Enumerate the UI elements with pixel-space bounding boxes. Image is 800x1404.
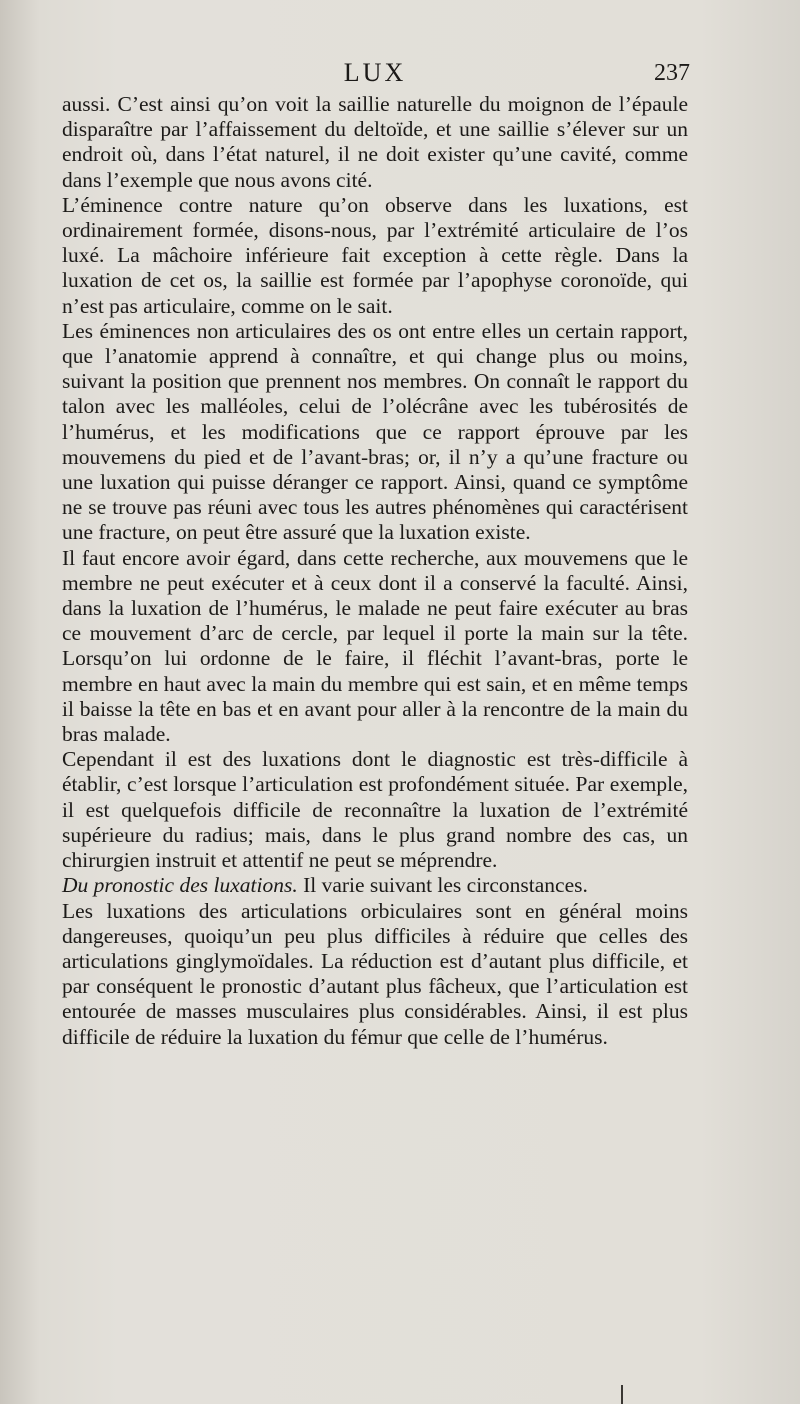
prognosis-paragraph (62, 873, 688, 898)
section-heading: Du pronostic des luxations. (62, 873, 298, 898)
paragraph: Cependant il est des luxations dont le diagnostic est très-difficile à établir, c’est lorsque l’articulation est profondément située. Par exemple, il est quelquefois difficile de reconnaître la luxation de l’extrémité supérieure du radius; mais, dans le plus grand nombre des cas, un chirurgien instruit et attentif ne peut se méprendre. (62, 747, 688, 873)
page-header (60, 58, 690, 94)
body-text (62, 92, 688, 1050)
prognosis-text: Il varie suivant les circonstances. (297, 873, 588, 898)
paragraph: L’éminence contre nature qu’on observe dans les luxations, est ordinairement formée, disons-nous, par l’extrémité articulaire de l’os luxé. La mâchoire inférieure fait exception à cette règle. Dans la luxation de cet os, la saillie est formée par l’apophyse coronoïde, qui n’est pas articulaire, comme on le sait. (62, 192, 688, 318)
paragraph: Il faut encore avoir égard, dans cette recherche, aux mouvemens que le membre ne peut exécuter et à ceux dont il a conservé la faculté. Ainsi, dans la luxation de l’humérus, le malade ne peut faire exécuter au bras ce mouvement d’arc de cercle, par lequel il porte la main sur la tête. Lorsqu’on lui ordonne de le faire, il fléchit l’avant-bras, porte le membre en haut avec la main du membre qui est sain, et en même temps il baisse la tête en bas et en avant pour aller à la rencontre de la main du bras malade. (62, 545, 688, 747)
paragraph: Les éminences non articulaires des os ont entre elles un certain rapport, que l’anatomie apprend à connaître, et qui change plus ou moins, suivant la position que prennent nos membres. On connaît le rapport du talon avec les malléoles, celui de l’olécrâne avec les tubérosités de l’humérus, et les modifications que ce rapport éprouve par les mouvemens du pied et de l’avant-bras; or, il n’y a qu’une fracture ou une luxation qui puisse déranger ce rapport. Ainsi, quand ce symptôme ne se trouve pas réuni avec tous les autres phénomènes qui caractérisent une fracture, on peut être assuré que la luxation existe. (62, 318, 688, 545)
running-title: LUX (343, 58, 407, 87)
binding-mark (621, 1385, 623, 1404)
paragraph: Les luxations des articulations orbiculaires sont en général moins dangereuses, quoiqu’un peu plus difficiles à réduire que celles des articulations ginglymoïdales. La réduction est d’autant plus difficile, et par conséquent le pronostic d’autant plus fâcheux, que l’articulation est entourée de masses musculaires plus considérables. Ainsi, il est plus difficile de réduire la luxation du fémur que celle de l’humérus. (62, 898, 688, 1049)
page-number: 237 (654, 60, 690, 86)
paragraph: aussi. C’est ainsi qu’on voit la saillie naturelle du moignon de l’épaule disparaître par l’affaissement du deltoïde, et une saillie s’élever sur un endroit où, dans l’état naturel, il ne doit exister qu’une cavité, comme dans l’exemple que nous avons cité. (62, 92, 688, 192)
